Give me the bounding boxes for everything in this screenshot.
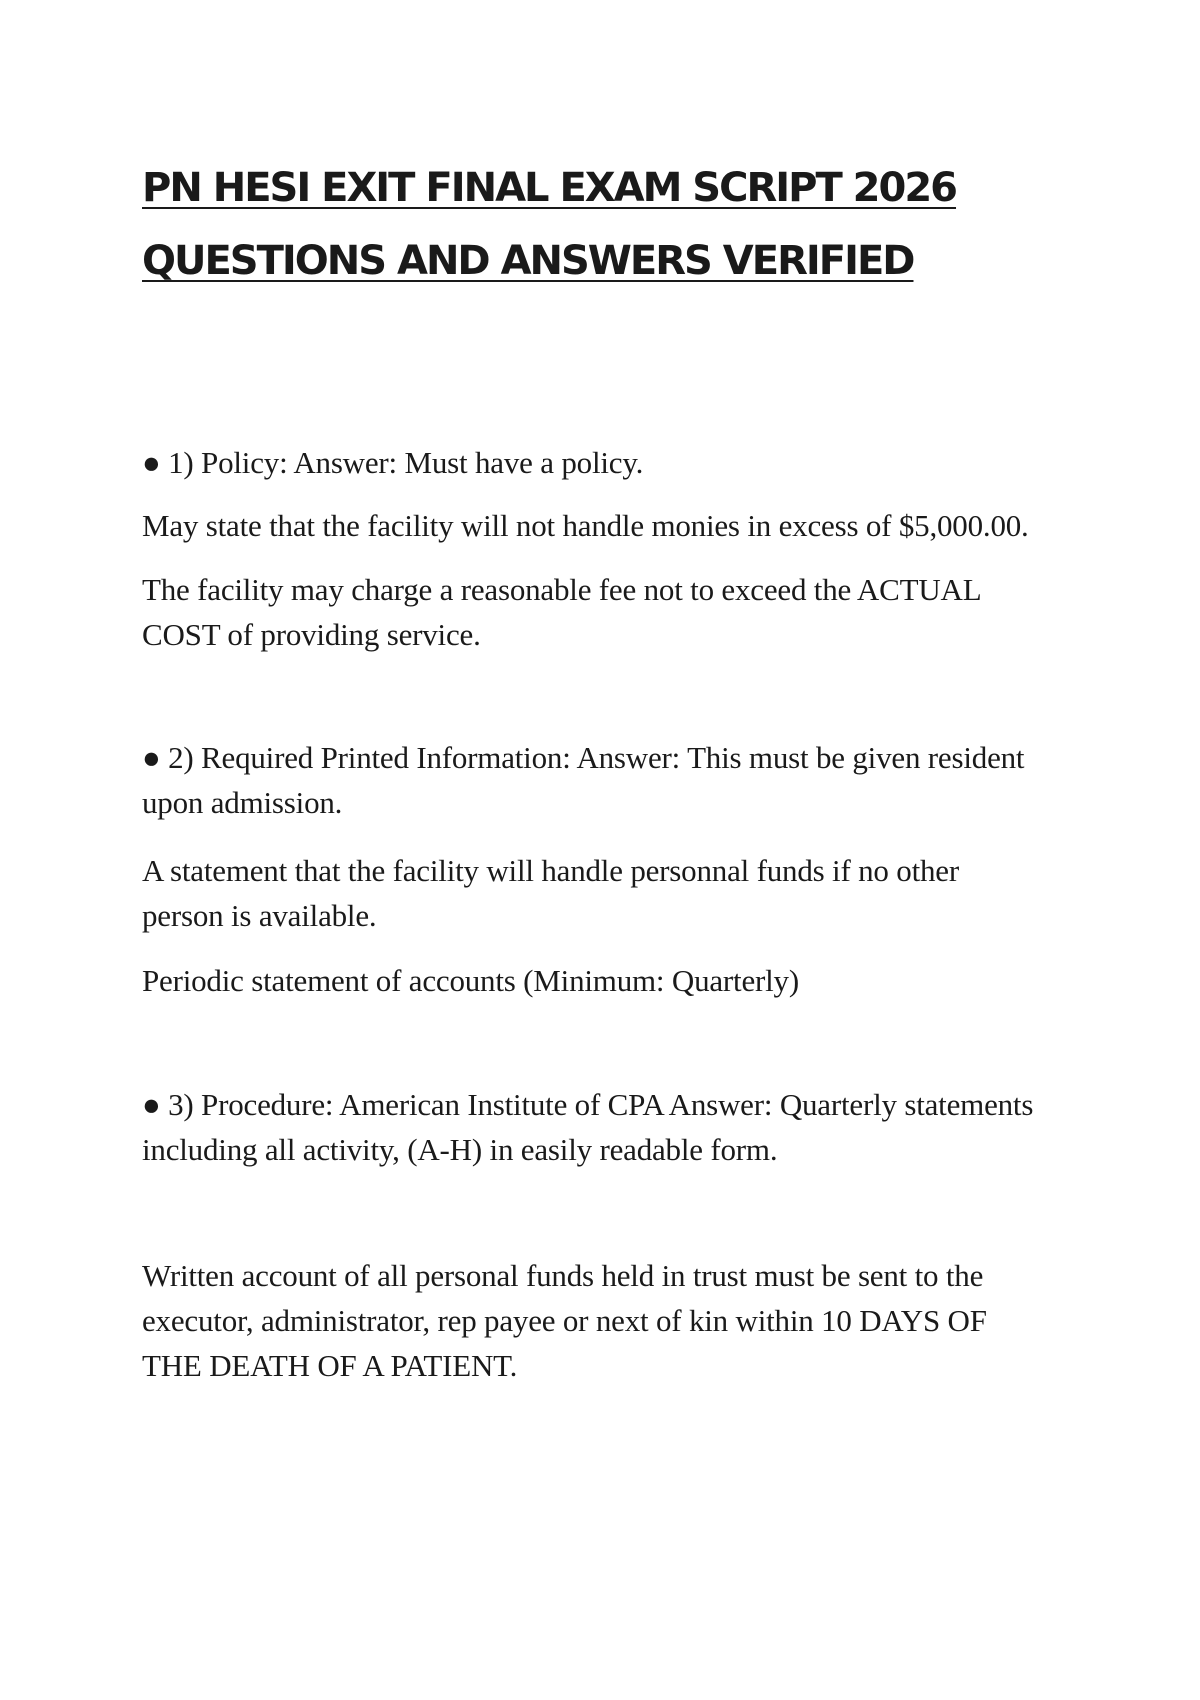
item-2-detail-periodic: Periodic statement of accounts (Minimum: Quarterly) — [142, 963, 799, 998]
item-2-detail-statement: A statement that the facility will handle personnal funds if no other person is available. — [142, 853, 959, 933]
document-title — [142, 152, 1082, 298]
title-line-2: QUESTIONS AND ANSWERS VERIFIED — [142, 238, 914, 284]
item-1-detail-fee: The facility may charge a reasonable fee not to exceed the ACTUAL COST of providing service. — [142, 572, 981, 652]
item-1-policy: ● 1) Policy: Answer: Must have a policy. — [142, 445, 644, 480]
death-account-note: Written account of all personal funds held in trust must be sent to the executor, administrator, rep payee or next of kin within 10 DAYS OF THE DEATH OF A PATIENT. — [142, 1258, 987, 1383]
item-1-detail-limit: May state that the facility will not handle monies in excess of $5,000.00. — [142, 508, 1029, 543]
title-line-1: PN HESI EXIT FINAL EXAM SCRIPT 2026 — [142, 165, 957, 211]
item-3-procedure: ● 3) Procedure: American Institute of CPA Answer: Quarterly statements including all activity, (A-H) in easily readable form. — [142, 1087, 1034, 1167]
item-2-required-info: ● 2) Required Printed Information: Answer: This must be given resident upon admission. — [142, 740, 1025, 820]
